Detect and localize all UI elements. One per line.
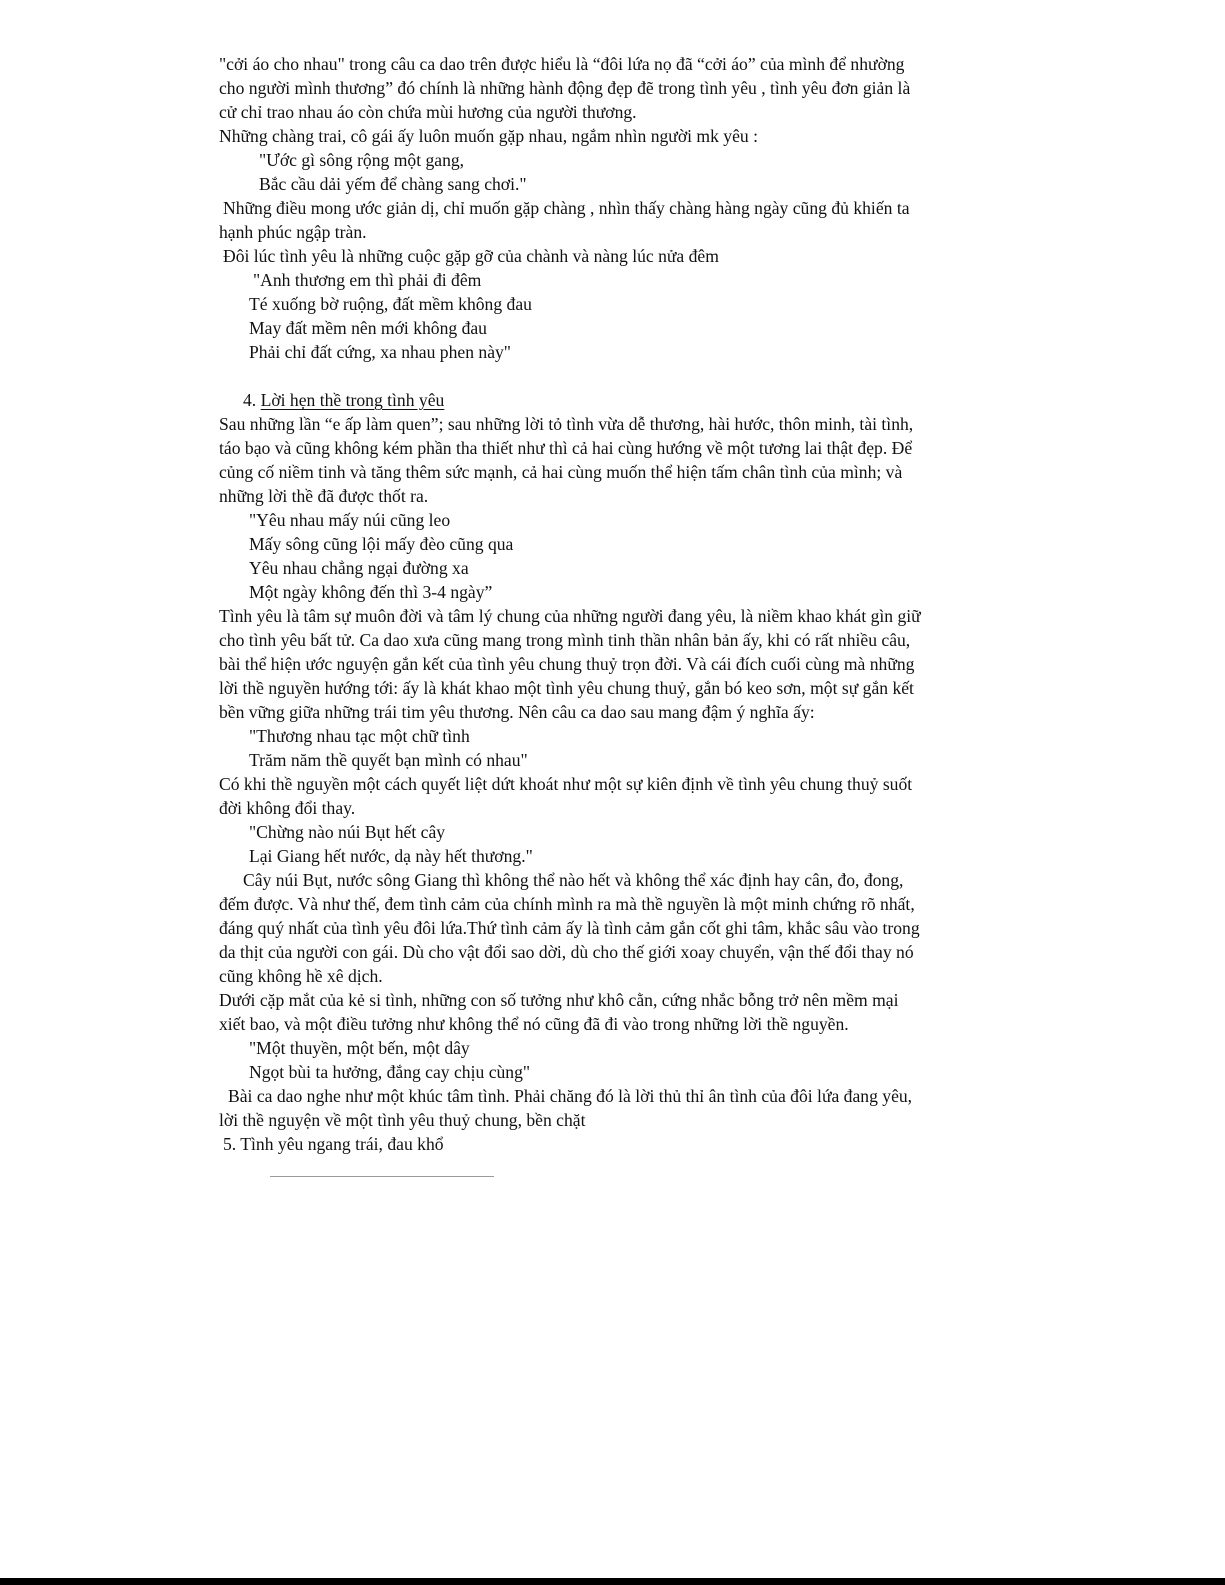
paragraph-line: táo bạo và cũng không kém phần tha thiết như thì cả hai cùng hướng về một tương lai thật đẹp. Để bbox=[219, 438, 913, 458]
verse-line: "Ước gì sông rộng một gang, bbox=[259, 150, 465, 170]
verse-line: Trăm năm thề quyết bạn mình có nhau" bbox=[249, 750, 528, 770]
verse-line: Mấy sông cũng lội mấy đèo cũng qua bbox=[249, 534, 514, 554]
paragraph-line: những lời thề đã được thốt ra. bbox=[219, 486, 429, 506]
verse-line: Bắc cầu dải yếm để chàng sang chơi." bbox=[259, 174, 527, 194]
paragraph-line: da thịt của người con gái. Dù cho vật đổi sao dời, dù cho thế giới xoay chuyển, vận thế đổi thay nó bbox=[219, 942, 914, 962]
verse-line: Lại Giang hết nước, dạ này hết thương." bbox=[249, 846, 533, 866]
paragraph-line: Những chàng trai, cô gái ấy luôn muốn gặp nhau, ngắm nhìn người mk yêu : bbox=[219, 126, 758, 146]
bottom-edge-bar bbox=[0, 1578, 1225, 1585]
paragraph-line: cử chỉ trao nhau áo còn chứa mùi hương của người thương. bbox=[219, 102, 637, 122]
paragraph-line: đời không đổi thay. bbox=[219, 798, 356, 818]
verse-line: Một ngày không đến thì 3-4 ngày” bbox=[249, 582, 493, 602]
paragraph-line: Tình yêu là tâm sự muôn đời và tâm lý chung của những người đang yêu, là niềm khao khát gìn giữ bbox=[219, 606, 921, 626]
paragraph-line: cũng không hề xê dịch. bbox=[219, 966, 383, 986]
paragraph-line: hạnh phúc ngập tràn. bbox=[219, 222, 367, 242]
divider-line bbox=[270, 1176, 494, 1177]
paragraph-line: cho tình yêu bất tử. Ca dao xưa cũng mang trong mình tinh thần nhân bản ấy, khi có rất nhiều câu, bbox=[219, 630, 911, 650]
paragraph-line: bài thể hiện ước nguyện gắn kết của tình yêu chung thuỷ trọn đời. Và cái đích cuối cùng mà những bbox=[219, 654, 915, 674]
paragraph-line: Cây núi Bụt, nước sông Giang thì không thể nào hết và không thể xác định hay cân, đo, đong, bbox=[243, 870, 904, 890]
heading-title: Lời hẹn thề trong tình yêu bbox=[260, 390, 445, 410]
heading-number: 4. bbox=[243, 390, 261, 410]
paragraph-line: Dưới cặp mắt của kẻ si tình, những con số tưởng như khô cằn, cứng nhắc bỗng trở nên mềm mại bbox=[219, 990, 899, 1010]
paragraph-line: xiết bao, và một điều tưởng như không thể nó cũng đã đi vào trong những lời thề nguyền. bbox=[219, 1014, 849, 1034]
paragraph-line: củng cố niềm tinh và tăng thêm sức mạnh, cả hai cùng muốn thể hiện tấm chân tình của mình; và bbox=[219, 462, 903, 482]
verse-line: Phải chỉ đất cứng, xa nhau phen này" bbox=[249, 342, 511, 362]
paragraph-line: Những điều mong ước giản dị, chỉ muốn gặp chàng , nhìn thấy chàng hàng ngày cũng đủ khiến ta bbox=[223, 198, 910, 218]
paragraph-line: "cởi áo cho nhau" trong câu ca dao trên được hiểu là “đôi lứa nọ đã “cởi áo” của mình để nhường bbox=[219, 54, 905, 74]
verse-line: "Chừng nào núi Bụt hết cây bbox=[249, 822, 446, 842]
paragraph-line: lời thề nguyện về một tình yêu thuỷ chung, bền chặt bbox=[219, 1110, 586, 1130]
paragraph-line: đếm được. Và như thế, đem tình cảm của chính mình ra mà thề nguyền là một minh chứng rõ nhất, bbox=[219, 894, 915, 914]
verse-line: "Một thuyền, một bến, một dây bbox=[249, 1038, 470, 1058]
verse-line: "Yêu nhau mấy núi cũng leo bbox=[249, 510, 451, 530]
paragraph-line: Bài ca dao nghe như một khúc tâm tình. Phải chăng đó là lời thủ thỉ ân tình của đôi lứa đang yêu, bbox=[228, 1086, 913, 1106]
section-heading-5: 5. Tình yêu ngang trái, đau khổ bbox=[223, 1134, 444, 1154]
paragraph-line: Có khi thề nguyền một cách quyết liệt dứt khoát như một sự kiên định về tình yêu chung thuỷ suốt bbox=[219, 774, 913, 794]
verse-line: "Thương nhau tạc một chữ tình bbox=[249, 726, 470, 746]
verse-line: Té xuống bờ ruộng, đất mềm không đau bbox=[249, 294, 532, 314]
paragraph-line: cho người mình thương” đó chính là những hành động đẹp đẽ trong tình yêu , tình yêu đơn giản là bbox=[219, 78, 911, 98]
verse-line: Ngọt bùi ta hưởng, đắng cay chịu cùng" bbox=[249, 1062, 531, 1082]
paragraph-line: bền vững giữa những trái tim yêu thương. Nên câu ca dao sau mang đậm ý nghĩa ấy: bbox=[219, 702, 815, 722]
paragraph-line: lời thề nguyền hướng tới: ấy là khát khao một tình yêu chung thuỷ, gắn bó keo sơn, một sự gắn kết bbox=[219, 678, 914, 698]
paragraph-line: Sau những lần “e ấp làm quen”; sau những lời tỏ tình vừa dễ thương, hài hước, thôn minh, tài tình, bbox=[219, 414, 914, 434]
verse-line: May đất mềm nên mới không đau bbox=[249, 318, 487, 338]
section-heading-4 bbox=[243, 388, 444, 412]
verse-line: Yêu nhau chẳng ngại đường xa bbox=[249, 558, 469, 578]
paragraph-line: Đôi lúc tình yêu là những cuộc gặp gỡ của chành và nàng lúc nửa đêm bbox=[223, 246, 719, 266]
paragraph-line: đáng quý nhất của tình yêu đôi lứa.Thứ tình cảm ấy là tình cảm gắn cốt ghi tâm, khắc sâu vào trong bbox=[219, 918, 920, 938]
verse-line: "Anh thương em thì phải đi đêm bbox=[253, 270, 482, 290]
